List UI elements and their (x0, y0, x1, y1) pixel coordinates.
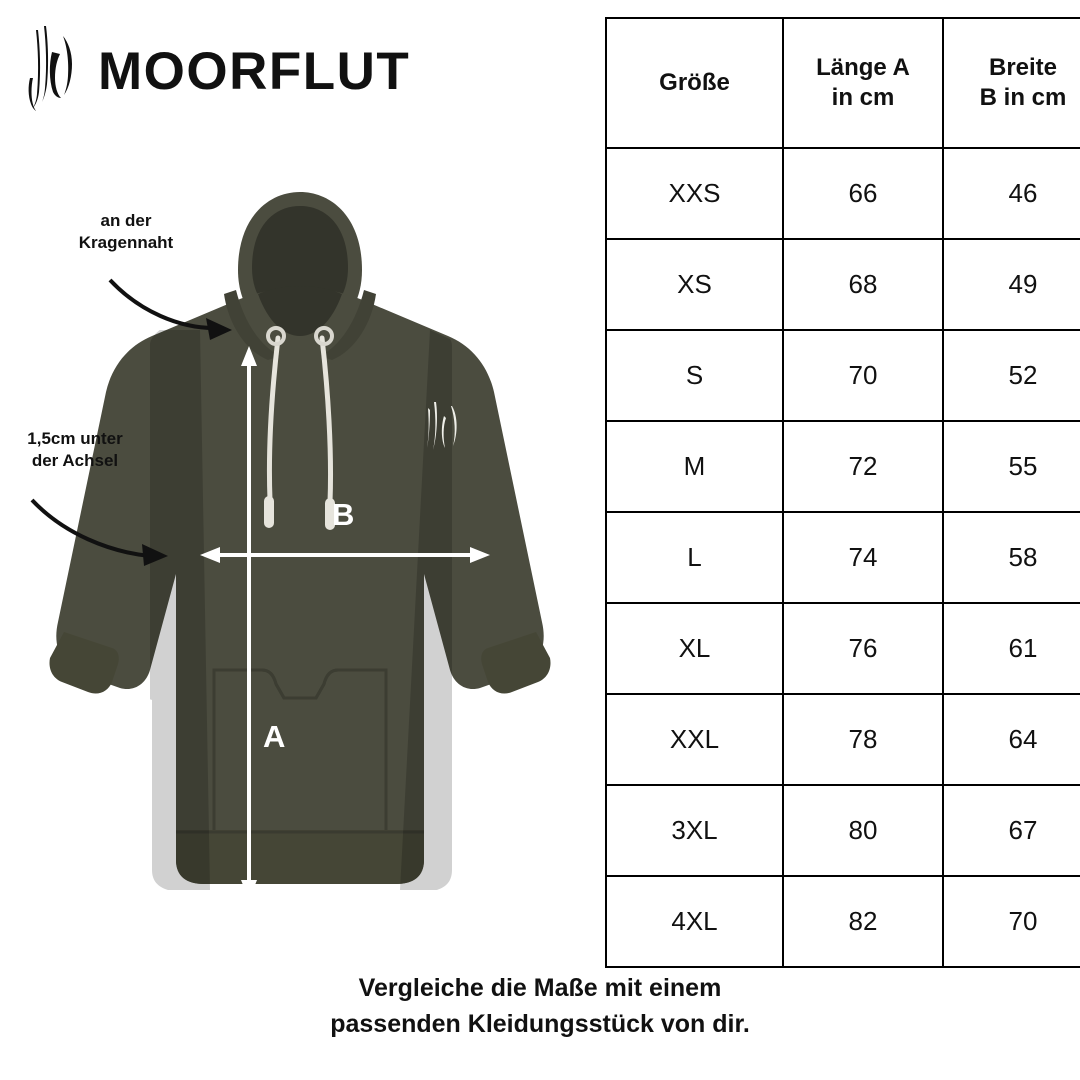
garment-illustration (0, 170, 600, 960)
measure-label-length: A (263, 719, 286, 754)
cell-length: 78 (783, 694, 943, 785)
table-row (606, 330, 1080, 421)
hoodie-drawing (0, 170, 600, 960)
table-row (606, 239, 1080, 330)
callout-collar-label (46, 210, 206, 254)
cell-size: S (606, 330, 783, 421)
header-width-line1: Breite (988, 54, 1058, 81)
footer-note-line1: Vergleiche die Maße mit einem (358, 974, 722, 1002)
header-length (783, 18, 943, 148)
cell-size: XS (606, 239, 783, 330)
brand-header (22, 22, 410, 114)
cell-width: 61 (943, 603, 1080, 694)
cell-size: 4XL (606, 876, 783, 967)
callout-armpit-line1: 1,5cm unter (27, 429, 123, 448)
cell-width: 55 (943, 421, 1080, 512)
cell-size: M (606, 421, 783, 512)
header-length-line1: Länge A (816, 54, 910, 81)
cell-size: XL (606, 603, 783, 694)
callout-collar-line1: an der (100, 211, 152, 230)
cell-size: 3XL (606, 785, 783, 876)
cell-size: L (606, 512, 783, 603)
cell-size: XXL (606, 694, 783, 785)
cell-length: 68 (783, 239, 943, 330)
callout-armpit-line2: der Achsel (31, 451, 119, 471)
table-row (606, 603, 1080, 694)
cell-length: 74 (783, 512, 943, 603)
cell-length: 82 (783, 876, 943, 967)
cell-length: 72 (783, 421, 943, 512)
cell-width: 49 (943, 239, 1080, 330)
cell-length: 66 (783, 148, 943, 239)
header-size: Größe (606, 18, 783, 148)
hoodie-body (50, 192, 551, 890)
cell-width: 58 (943, 512, 1080, 603)
table-row (606, 421, 1080, 512)
cell-width: 64 (943, 694, 1080, 785)
callout-armpit-label (0, 428, 150, 472)
cell-width: 67 (943, 785, 1080, 876)
header-length-line2: in cm (831, 84, 895, 111)
cell-length: 76 (783, 603, 943, 694)
table-row (606, 148, 1080, 239)
table-row (606, 876, 1080, 967)
header-width-line2: B in cm (979, 84, 1067, 111)
cell-length: 70 (783, 330, 943, 421)
moorflut-logo-icon (22, 22, 84, 114)
brand-name: MOORFLUT (98, 41, 411, 101)
size-chart (605, 17, 1067, 968)
callout-collar-line2: Kragennaht (78, 233, 174, 253)
cell-size: XXS (606, 148, 783, 239)
cell-width: 46 (943, 148, 1080, 239)
cell-width: 70 (943, 876, 1080, 967)
footer-note (0, 970, 1080, 1043)
table-header-row (606, 18, 1080, 148)
table-row (606, 694, 1080, 785)
table-row (606, 785, 1080, 876)
footer-note-line2: passenden Kleidungsstück von dir. (330, 1010, 750, 1039)
measure-label-width: B (332, 497, 355, 532)
table-row (606, 512, 1080, 603)
cell-width: 52 (943, 330, 1080, 421)
cell-length: 80 (783, 785, 943, 876)
header-width (943, 18, 1080, 148)
size-table (605, 17, 1080, 968)
